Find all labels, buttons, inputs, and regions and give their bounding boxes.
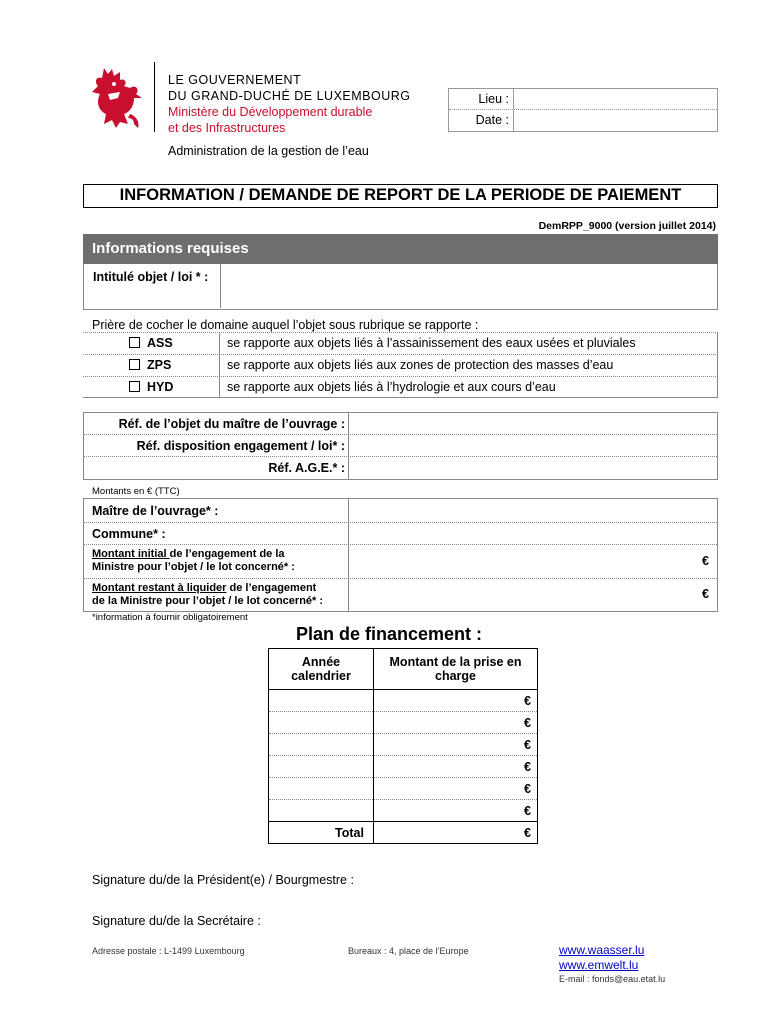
commune-label: Commune* : [92,527,166,541]
ref-age-label: Réf. A.G.E.* : [268,461,345,475]
maitre-label: Maître de l’ouvrage* : [92,504,219,518]
plan-row-euro: € [524,760,531,774]
ministry-line-1: Ministère du Développement durable [168,105,373,119]
zps-code: ZPS [147,358,172,372]
plan-row [269,755,537,777]
intitule-row [83,264,718,310]
montant-initial-label: Montant initial de l’engagement de la Ministre pour l’objet / le lot concerné* : [92,548,295,573]
montant-restant-label: Montant restant à liquider de l’engagement de la Ministre pour l’objet / le lot concerné* : [92,582,324,607]
plan-row [269,689,537,711]
ass-desc: se rapporte aux objets liés à l’assainissement des eaux usées et pluviales [227,336,636,350]
plan-row [269,733,537,755]
plan-row [269,777,537,799]
footer-bureaux: Bureaux : 4, place de l’Europe [348,946,469,956]
gov-line-2: DU GRAND-DUCHÉ DE LUXEMBOURG [168,89,411,103]
date-label: Date : [475,113,509,127]
lion-logo [90,64,144,130]
ministry-line-2: et des Infrastructures [168,121,286,135]
obligatoire-note: *information à fournir obligatoirement [92,612,248,623]
references-table [83,412,718,480]
ref-row-disposition [84,435,717,457]
montant-initial-input[interactable] [350,545,690,578]
administration-name: Administration de la gestion de l’eau [168,144,369,158]
link-emwelt[interactable]: www.emwelt.lu [559,958,639,972]
total-euro: € [524,826,531,840]
form-title: INFORMATION / DEMANDE DE REPORT DE LA PERIODE DE PAIEMENT [83,184,718,208]
plan-table [268,648,538,844]
zps-desc: se rapporte aux objets liés aux zones de protection des masses d’eau [227,358,614,372]
ref-objet-input[interactable] [350,413,716,434]
total-label: Total [335,826,364,840]
montant-initial-row [84,545,717,579]
lieu-date-box [448,88,718,132]
lieu-label: Lieu : [478,92,509,106]
form-reference: DemRPP_9000 (version juillet 2014) [538,220,716,232]
montant-restant-euro: € [702,587,709,601]
ref-disposition-label: Réf. disposition engagement / loi* : [136,439,345,453]
montants-table [83,498,718,612]
commune-input[interactable] [350,523,716,544]
commune-row [84,523,717,545]
domain-row-ass [83,333,716,355]
ref-age-input[interactable] [350,457,716,478]
link-waasser[interactable]: www.waasser.lu [559,943,645,957]
ref-objet-label: Réf. de l’objet du maître de l’ouvrage : [118,417,345,431]
montant-restant-input[interactable] [350,579,690,610]
header-divider [154,62,155,132]
domaines-table [83,332,718,398]
maitre-row [84,499,717,523]
signature-president: Signature du/de la Président(e) / Bourgmestre : [92,873,354,887]
gov-line-1: LE GOUVERNEMENT [168,73,302,87]
plan-row [269,711,537,733]
plan-row-euro: € [524,738,531,752]
plan-row-euro: € [524,804,531,818]
plan-row [269,799,537,821]
plan-row-euro: € [524,716,531,730]
domain-row-hyd [83,377,716,399]
col-annee-header: Année calendrier [291,655,351,683]
intitule-input[interactable] [222,264,717,308]
ass-code: ASS [147,336,173,350]
footer-address: Adresse postale : L-1499 Luxembourg [92,946,245,956]
hyd-code: HYD [147,380,174,394]
plan-total-row [269,821,537,843]
plan-row-euro: € [524,782,531,796]
section-heading: Informations requises [83,234,718,264]
domain-row-zps [83,355,716,377]
maitre-input[interactable] [350,499,716,522]
ref-disposition-input[interactable] [350,435,716,456]
domaine-prompt: Prière de cocher le domaine auquel l’objet sous rubrique se rapporte : [92,318,479,332]
plan-title: Plan de financement : [296,624,483,644]
plan-row-euro: € [524,694,531,708]
montant-initial-euro: € [702,554,709,568]
montant-restant-row [84,579,717,611]
footer-email: E-mail : fonds@eau.etat.lu [559,974,666,984]
ref-row-objet [84,413,717,435]
zps-checkbox[interactable] [129,359,140,370]
ass-checkbox[interactable] [129,337,140,348]
ref-row-age [84,457,717,479]
montants-label: Montants en € (TTC) [92,486,180,497]
hyd-checkbox[interactable] [129,381,140,392]
col-montant-header: Montant de la prise en charge [389,655,522,683]
signature-secretaire: Signature du/de la Secrétaire : [92,914,261,928]
hyd-desc: se rapporte aux objets liés à l’hydrologie et aux cours d’eau [227,380,556,394]
intitule-label: Intitulé objet / loi * : [93,270,209,284]
